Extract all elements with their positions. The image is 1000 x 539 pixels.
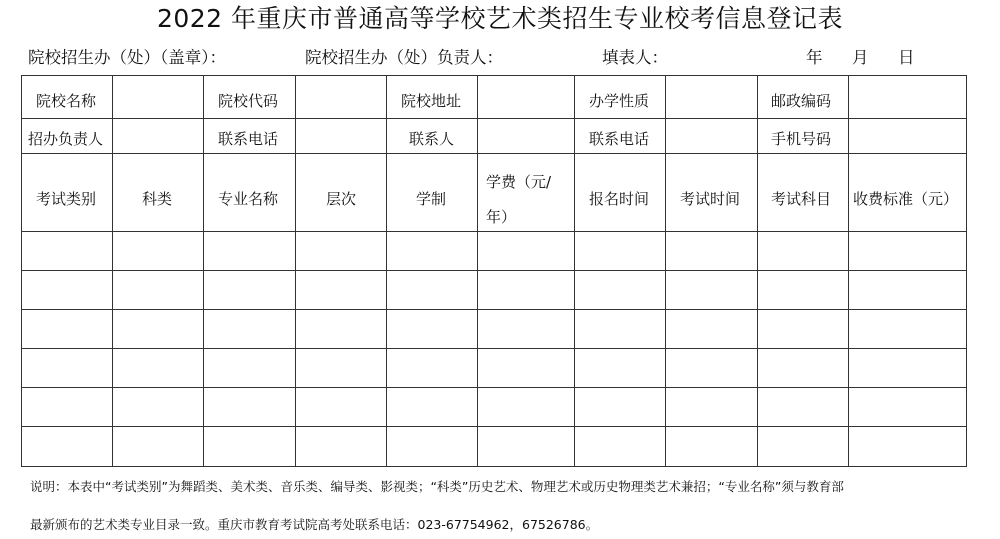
row-divider [21,387,966,388]
filler-label: 填表人： [602,48,668,67]
note-line-1: 说明：本表中“考试类别”为舞蹈类、美术类、音乐类、编导类、影视类；“科类”历史艺术、物理艺术或历史物理类艺术兼招；“专业名称”须与教育部 [30,479,844,494]
phone-label: 联系电话 [218,130,279,148]
table-border-top [21,75,966,76]
mobile-label: 手机号码 [771,130,832,148]
note-line-2: 最新颁布的艺术类专业目录一致。重庆市教育考试院高考处联系电话：023-67754962，67526786。 [30,517,599,532]
row-divider [21,348,966,349]
admissions-head-label: 招办负责人 [28,130,104,148]
contact-phone-label: 联系电话 [589,130,650,148]
header-exam-time: 考试时间 [680,190,741,208]
school-code-label: 院校代码 [218,92,279,110]
header-fee-standard: 收费标准（元） [853,190,959,208]
form-title: 2022 年重庆市普通高等学校艺术类招生专业校考信息登记表 [156,4,844,33]
day-label: 日 [898,48,915,67]
row-divider [21,231,966,232]
header-tuition-line1: 学费（元/ [486,173,552,191]
header-major-name: 专业名称 [218,190,279,208]
school-address-label: 院校地址 [401,92,462,110]
table-border-left [21,75,22,467]
column-divider [295,75,296,467]
column-divider [574,75,575,467]
table-border-bottom [21,466,966,467]
column-divider [112,75,113,467]
column-divider [665,75,666,467]
office-head-label: 院校招生办（处）负责人： [305,48,503,67]
header-exam-type: 考试类别 [36,190,97,208]
header-level: 层次 [326,190,357,208]
column-divider [203,75,204,467]
header-tuition-line2: 年） [486,208,517,226]
year-label: 年 [806,48,823,67]
row-divider [21,426,966,427]
header-subject-type: 科类 [142,190,173,208]
row-divider [21,270,966,271]
postal-code-label: 邮政编码 [771,92,832,110]
row-divider [21,153,966,154]
row-divider [21,118,966,119]
school-office-label: 院校招生办（处）（盖章）： [28,48,226,67]
row-divider [21,309,966,310]
contact-person-label: 联系人 [409,130,455,148]
month-label: 月 [852,48,869,67]
column-divider [757,75,758,467]
school-name-label: 院校名称 [36,92,97,110]
header-duration: 学制 [416,190,447,208]
header-register-time: 报名时间 [589,190,650,208]
column-divider [848,75,849,467]
column-divider [386,75,387,467]
header-exam-subject: 考试科目 [771,190,832,208]
table-border-right [966,75,967,467]
column-divider [477,75,478,467]
school-nature-label: 办学性质 [589,92,650,110]
